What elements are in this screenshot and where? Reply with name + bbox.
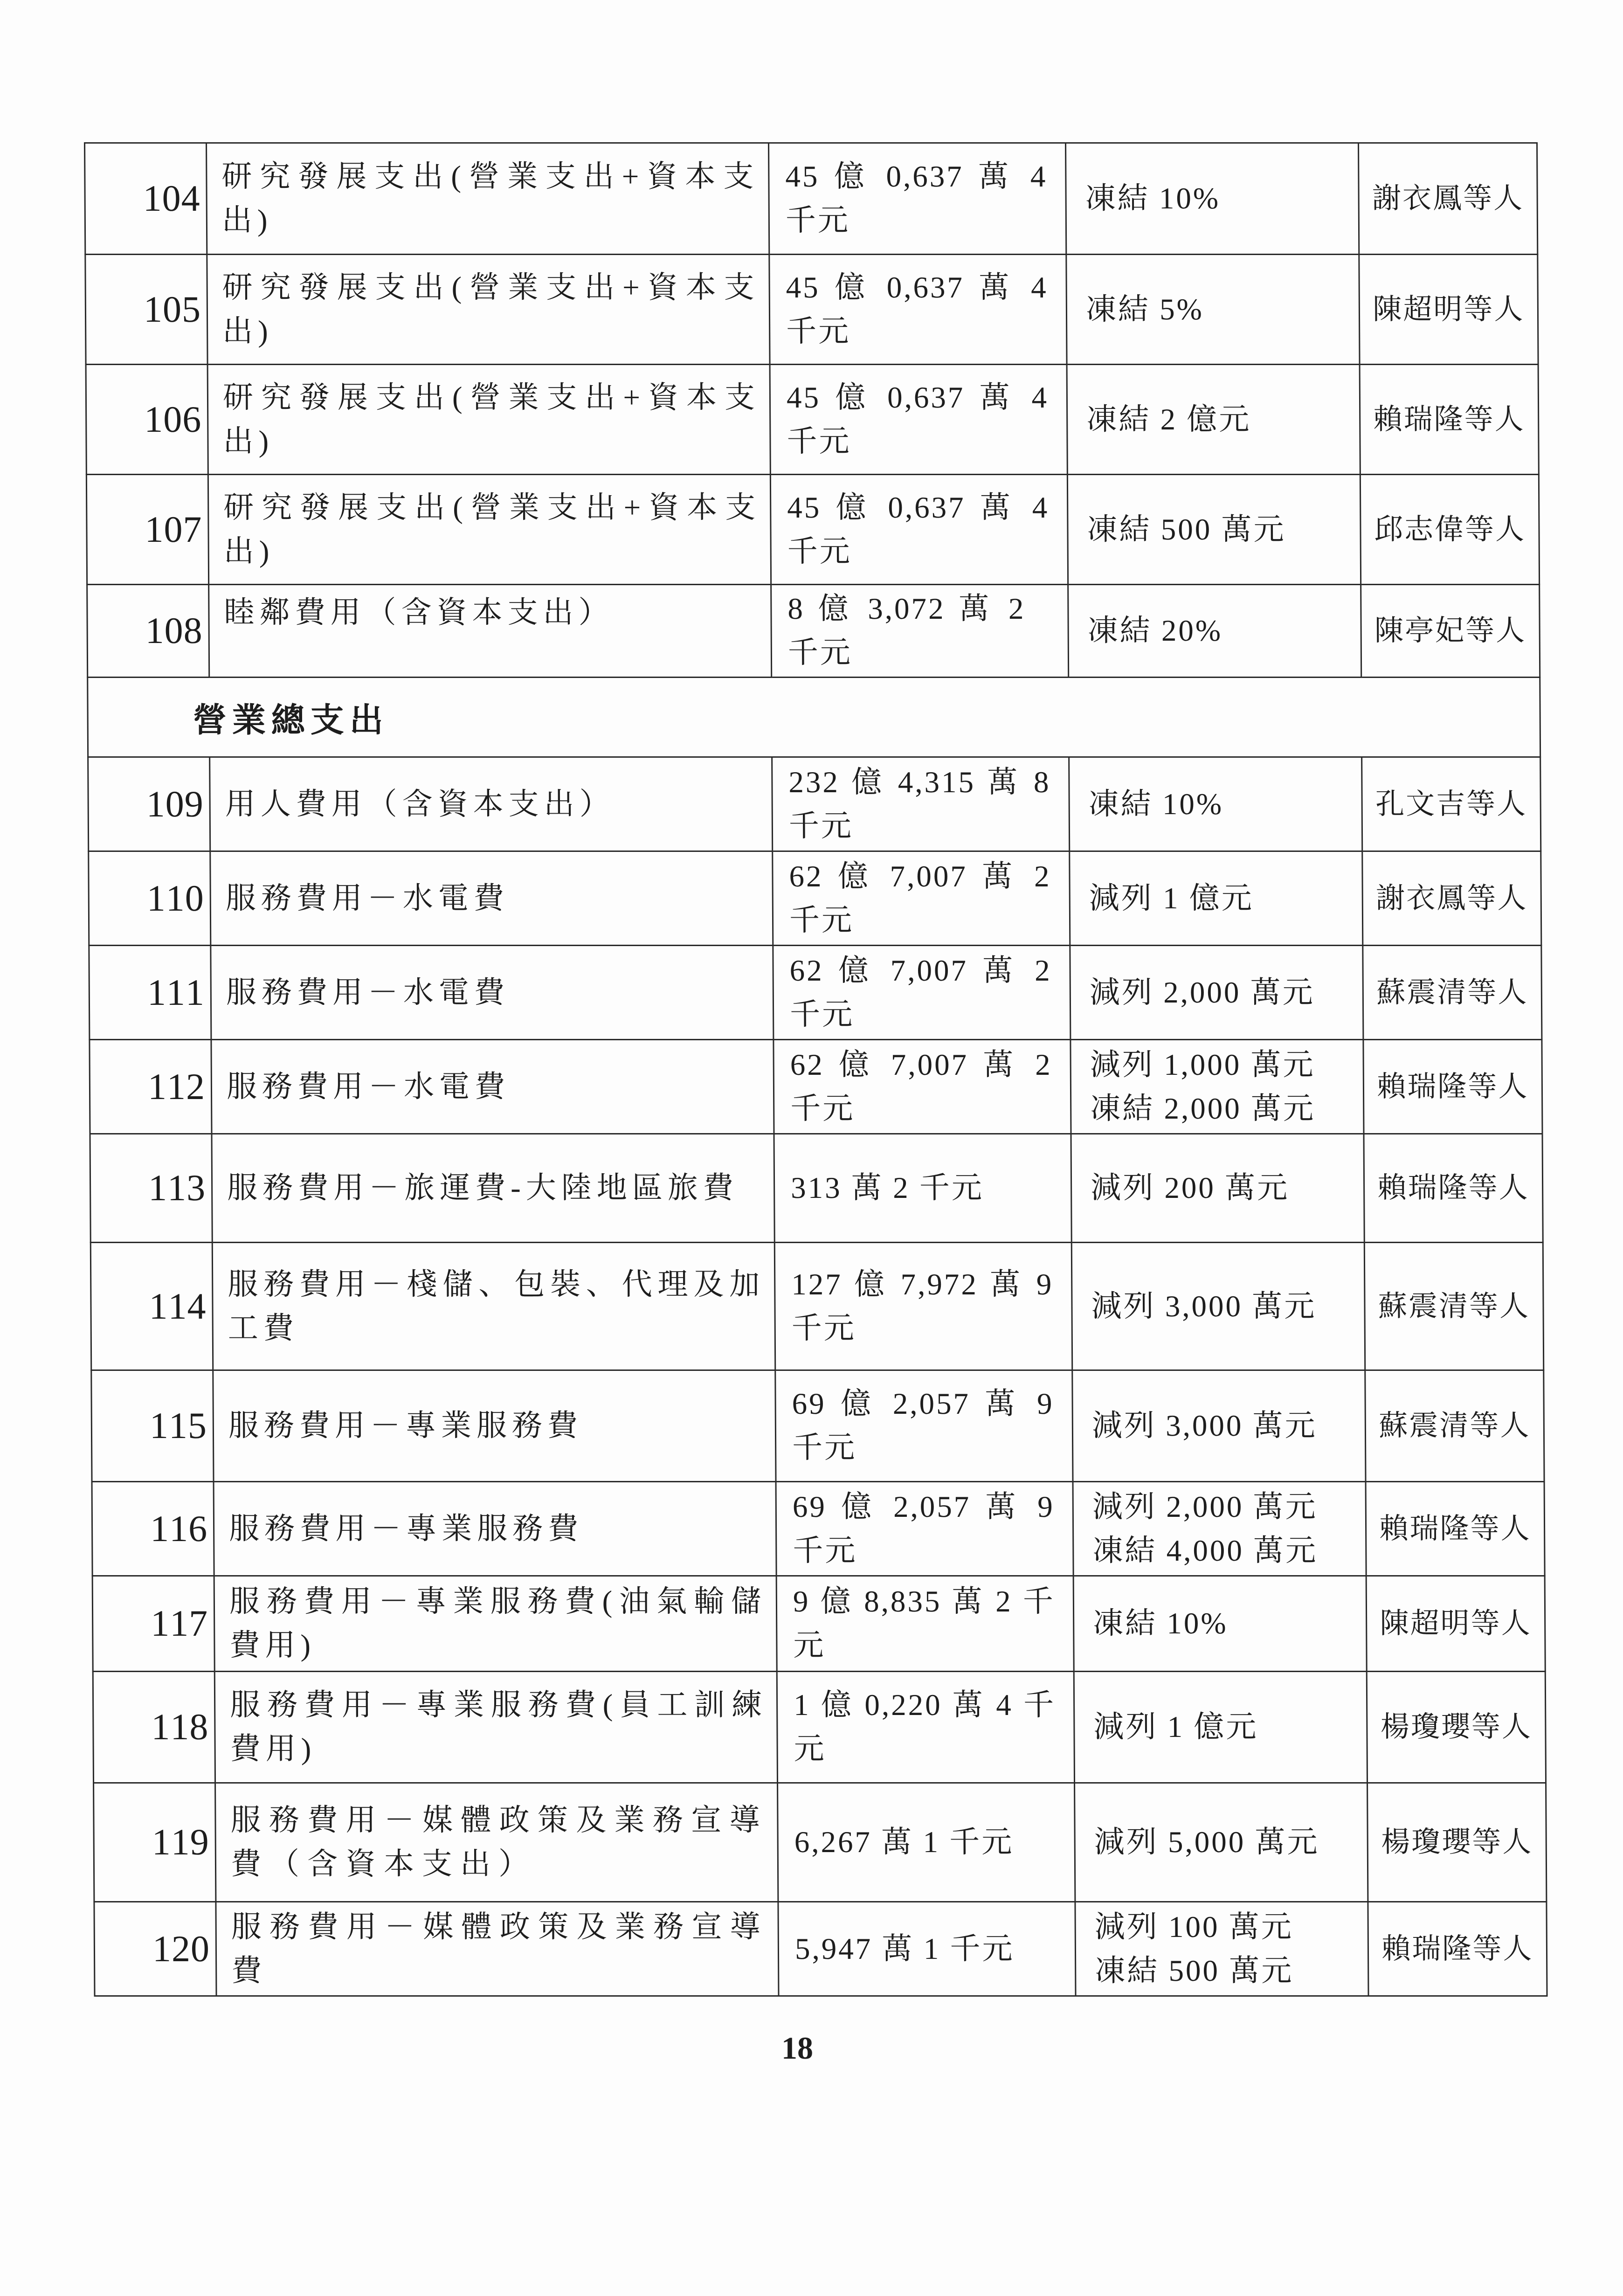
item-number: 116: [92, 1482, 214, 1576]
proposer: 蘇震清等人: [1365, 1370, 1544, 1482]
item-number: 105: [85, 255, 207, 365]
proposed-action: [1074, 1672, 1367, 1783]
proposed-action: [1068, 585, 1361, 678]
budget-amount: 69 億 2,057 萬 9 千元: [775, 1370, 1073, 1482]
proposed-action: [1070, 851, 1363, 946]
budget-item: 服務費用－專業服務費: [213, 1370, 776, 1482]
table-row: [89, 851, 1541, 946]
action-line: 減列 1 億元: [1089, 881, 1254, 915]
budget-item: 服務費用－媒體政策及業務宣導費: [216, 1902, 779, 1996]
table-row: [94, 1902, 1547, 1996]
proposer: 賴瑞隆等人: [1366, 1482, 1545, 1576]
action-line: 凍結 500 萬元: [1095, 1954, 1294, 1988]
table-row: [93, 1672, 1546, 1783]
proposed-action: [1075, 1783, 1368, 1902]
budget-proposal-table: [84, 142, 1548, 1997]
table-row: [90, 1040, 1542, 1134]
action-line: 凍結 10%: [1092, 1607, 1228, 1640]
item-number: 112: [90, 1040, 212, 1134]
budget-amount: 232 億 4,315 萬 8 千元: [772, 757, 1070, 851]
action-line: 減列 100 萬元: [1094, 1910, 1293, 1944]
budget-amount: 62 億 7,007 萬 2 千元: [773, 946, 1070, 1040]
budget-item: 服務費用－專業服務費(員工訓練費用): [214, 1672, 777, 1783]
proposed-action: [1066, 255, 1360, 365]
budget-item: 服務費用－媒體政策及業務宣導費（含資本支出）: [215, 1783, 778, 1902]
budget-item: 服務費用－水電費: [211, 1040, 774, 1134]
proposed-action: [1070, 1040, 1364, 1134]
proposer: 蘇震清等人: [1363, 946, 1542, 1040]
budget-amount: 1 億 0,220 萬 4 千元: [777, 1672, 1074, 1783]
table-row: [92, 1576, 1545, 1672]
proposer: 賴瑞隆等人: [1360, 365, 1539, 475]
table-row: [85, 143, 1538, 255]
budget-item: 服務費用－水電費: [210, 851, 773, 946]
section-title: 營業總支出: [193, 702, 389, 739]
proposed-action: [1073, 1576, 1367, 1672]
budget-item: 研究發展支出(營業支出+資本支出): [207, 365, 770, 475]
budget-item: 服務費用－專業服務費: [214, 1482, 776, 1576]
proposed-action: [1075, 1902, 1368, 1996]
budget-item: 用人費用（含資本支出）: [210, 757, 773, 851]
proposed-action: [1071, 1134, 1364, 1243]
budget-amount: 69 億 2,057 萬 9 千元: [776, 1482, 1073, 1576]
budget-amount: 45 億 0,637 萬 4 千元: [769, 143, 1066, 255]
section-header-row: [88, 678, 1540, 757]
action-line: 凍結 10%: [1085, 182, 1221, 215]
table-row: [85, 255, 1538, 365]
item-number: 110: [89, 851, 211, 946]
action-line: 減列 5,000 萬元: [1094, 1826, 1319, 1859]
item-number: 106: [86, 365, 208, 475]
table-row: [90, 1243, 1543, 1370]
proposer: 陳超明等人: [1366, 1576, 1545, 1672]
action-line: 凍結 2 億元: [1086, 402, 1251, 436]
table-body: [85, 143, 1547, 1996]
budget-amount: 45 億 0,637 萬 4 千元: [769, 255, 1067, 365]
item-number: 111: [89, 946, 211, 1040]
proposed-action: [1069, 757, 1362, 851]
action-line: 凍結 500 萬元: [1087, 512, 1286, 546]
budget-amount: 127 億 7,972 萬 9 千元: [774, 1243, 1072, 1370]
proposer: 賴瑞隆等人: [1364, 1134, 1543, 1243]
table-row: [91, 1370, 1544, 1482]
budget-amount: 45 億 0,637 萬 4 千元: [770, 475, 1068, 585]
table-row: [87, 585, 1540, 678]
action-line: 減列 3,000 萬元: [1091, 1409, 1317, 1443]
budget-amount: 62 億 7,007 萬 2 千元: [774, 1040, 1071, 1134]
proposer: 賴瑞隆等人: [1363, 1040, 1542, 1134]
item-number: 115: [91, 1370, 214, 1482]
proposer: 蘇震清等人: [1364, 1243, 1543, 1370]
budget-item: 睦鄰費用（含資本支出）: [209, 585, 772, 678]
item-number: 104: [85, 143, 207, 255]
proposed-action: [1071, 1243, 1365, 1370]
proposed-action: [1066, 143, 1359, 255]
item-number: 113: [90, 1134, 212, 1243]
item-number: 117: [92, 1576, 214, 1672]
table-row: [86, 365, 1539, 475]
table-row: [86, 475, 1539, 585]
budget-amount: 8 億 3,072 萬 2 千元: [771, 585, 1069, 678]
proposed-action: [1070, 946, 1363, 1040]
proposer: 陳亭妃等人: [1361, 585, 1540, 678]
item-number: 108: [87, 585, 209, 678]
proposer: 邱志偉等人: [1360, 475, 1539, 585]
action-line: 減列 200 萬元: [1090, 1171, 1290, 1205]
action-line: 減列 1,000 萬元: [1090, 1048, 1315, 1082]
proposed-action: [1067, 365, 1360, 475]
budget-amount: 6,267 萬 1 千元: [778, 1783, 1075, 1902]
budget-amount: 313 萬 2 千元: [774, 1134, 1071, 1243]
action-line: 減列 1 億元: [1093, 1710, 1258, 1744]
action-line: 凍結 4,000 萬元: [1092, 1534, 1318, 1568]
proposer: 謝衣鳳等人: [1359, 143, 1538, 255]
section-header-cell: [88, 678, 1540, 757]
table-row: [92, 1482, 1545, 1576]
proposer: 楊瓊瓔等人: [1367, 1783, 1547, 1902]
proposed-action: [1072, 1370, 1366, 1482]
item-number: 118: [93, 1672, 215, 1783]
action-line: 減列 2,000 萬元: [1089, 975, 1315, 1010]
proposer: 楊瓊瓔等人: [1367, 1672, 1546, 1783]
action-line: 凍結 2,000 萬元: [1090, 1092, 1316, 1126]
item-number: 109: [88, 757, 210, 851]
action-line: 凍結 20%: [1087, 614, 1223, 648]
table-row: [88, 757, 1541, 851]
item-number: 107: [86, 475, 208, 585]
budget-amount: 9 億 8,835 萬 2 千元: [776, 1576, 1074, 1672]
action-line: 凍結 10%: [1088, 787, 1224, 821]
budget-amount: 62 億 7,007 萬 2 千元: [773, 851, 1070, 946]
item-number: 114: [90, 1243, 213, 1370]
budget-item: 研究發展支出(營業支出+資本支出): [207, 143, 769, 255]
proposer: 孔文吉等人: [1362, 757, 1541, 851]
budget-item: 服務費用－專業服務費(油氣輸儲費用): [214, 1576, 777, 1672]
budget-amount: 45 億 0,637 萬 4 千元: [770, 365, 1067, 475]
table-row: [90, 1134, 1543, 1243]
proposed-action: [1073, 1482, 1366, 1576]
proposed-action: [1067, 475, 1361, 585]
budget-item: 研究發展支出(營業支出+資本支出): [207, 255, 770, 365]
budget-item: 服務費用－旅運費-大陸地區旅費: [212, 1134, 774, 1243]
proposer: 謝衣鳳等人: [1362, 851, 1541, 946]
table-row: [89, 946, 1542, 1040]
item-number: 120: [94, 1902, 216, 1996]
budget-item: 服務費用－棧儲、包裝、代理及加工費: [212, 1243, 775, 1370]
action-line: 減列 2,000 萬元: [1092, 1490, 1318, 1524]
budget-item: 研究發展支出(營業支出+資本支出): [208, 475, 771, 585]
action-line: 凍結 5%: [1085, 292, 1204, 326]
proposer: 陳超明等人: [1359, 255, 1538, 365]
budget-item: 服務費用－水電費: [211, 946, 774, 1040]
page-number: 18: [781, 2030, 813, 2066]
action-line: 減列 3,000 萬元: [1091, 1289, 1317, 1323]
proposer: 賴瑞隆等人: [1368, 1902, 1547, 1996]
budget-amount: 5,947 萬 1 千元: [778, 1902, 1076, 1996]
item-number: 119: [94, 1783, 216, 1902]
table-row: [94, 1783, 1547, 1902]
